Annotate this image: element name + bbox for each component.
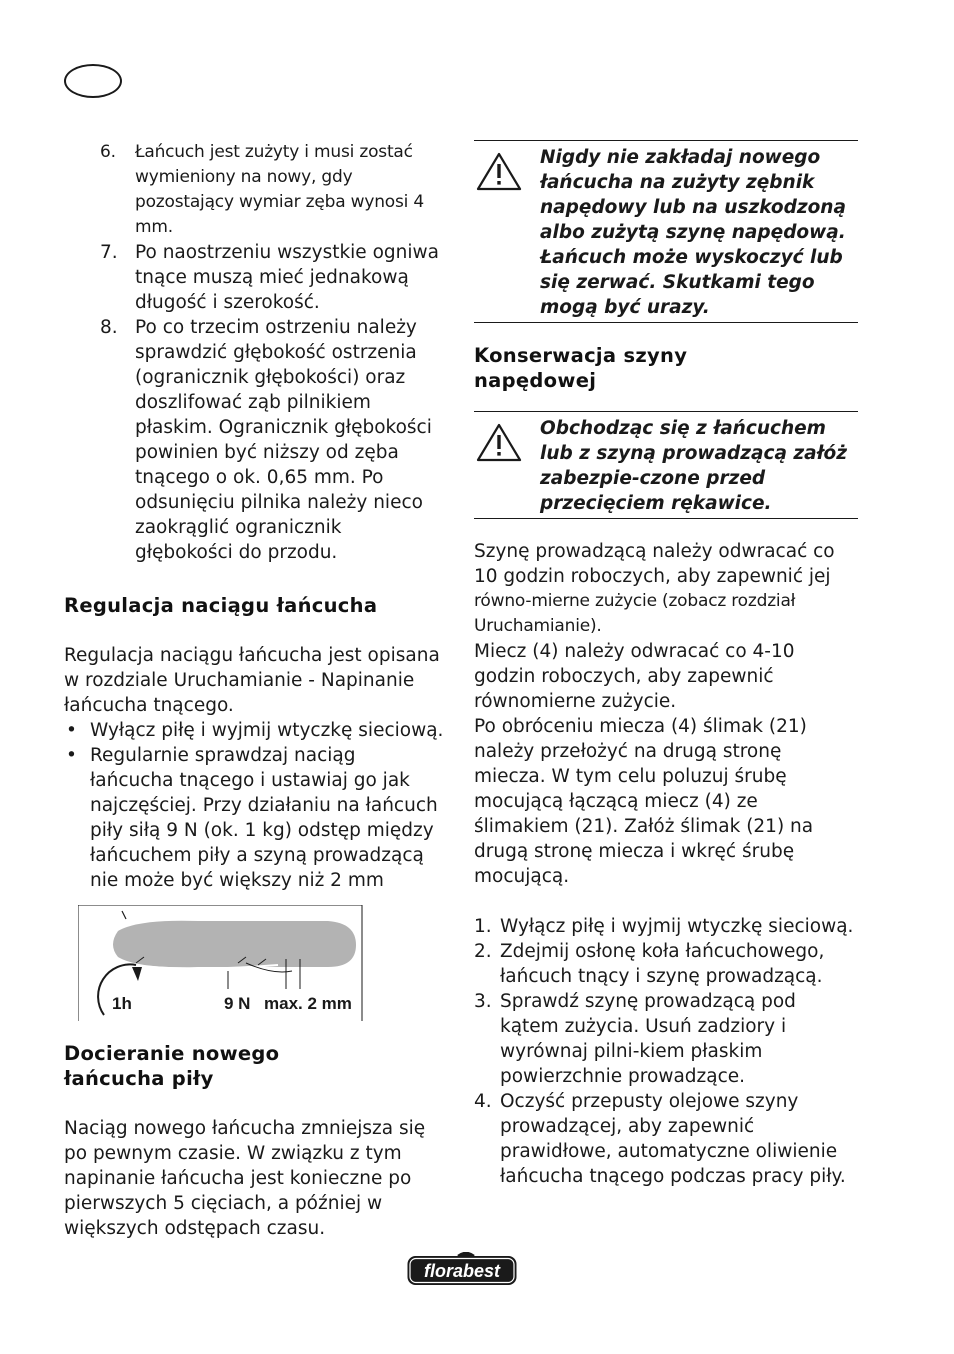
list-item bbox=[474, 1089, 858, 1189]
list-number: 4. bbox=[474, 1091, 492, 1112]
heading-line: Docieranie nowego bbox=[64, 1042, 280, 1065]
warning-box-chain bbox=[474, 140, 858, 323]
list-text: Oczyść przepusty olejowe szyny prowadzącej, aby zapewnić prawidłowe, automatyczne oliwienie łańcucha tnącego podczas pracy piły. bbox=[500, 1091, 846, 1187]
list-text: Po co trzecim ostrzeniu należy sprawdzić głębokość ostrzenia (ogranicznik głębokości) oraz doszlifować ząb pilnikiem płaskim. Ogranicznik głębokości powinien być niższy od zęba tnącego o ok. 0,65 mm. Po odsunięciu pilnika należy nieco zaokrąglić ogranicznik głębokości do przodu. bbox=[135, 317, 432, 563]
heading-line: łańcucha piły bbox=[64, 1067, 214, 1090]
list-text: Po naostrzeniu wszystkie ogniwa tnące muszą mieć jednakową długość i szerokość. bbox=[135, 242, 439, 313]
list-number: 3. bbox=[474, 991, 492, 1012]
chain-tension-figure bbox=[78, 905, 364, 1021]
label-9n: 9 N bbox=[224, 994, 251, 1013]
list-text: Wyłącz piłę i wyjmij wtyczkę sieciową. bbox=[500, 916, 854, 937]
warning-box-gloves bbox=[474, 411, 858, 519]
bullet-item: • Regularnie sprawdzaj naciąg łańcucha tnącego i ustawiaj go jak najczęściej. Przy działaniu na łańcuch piły siłą 9 N (ok. 1 kg) odstęp między łańcuchem piły a szyną prowadzącą nie może być większy niż 2 mm bbox=[66, 745, 438, 891]
warning-text: Obchodząc się z łańcuchem lub z szyną prowadzącą załóż zabezpie-czone przed przecięciem rękawice. bbox=[540, 418, 848, 514]
list-item bbox=[474, 914, 858, 939]
section-heading-chain-tension: Regulacja naciągu łańcucha bbox=[64, 594, 378, 617]
paragraph: Regulacja naciągu łańcucha jest opisana w rozdziale Uruchamianie - Napinanie łańcucha tnącego. bbox=[64, 645, 440, 716]
list-item bbox=[474, 989, 858, 1089]
section-heading-bar-maintenance bbox=[474, 343, 858, 393]
list-item bbox=[50, 140, 444, 240]
list-item bbox=[474, 939, 858, 989]
heading-line: napędowej bbox=[474, 369, 597, 392]
language-badge bbox=[64, 64, 122, 98]
paragraph: Po obróceniu miecza (4) ślimak (21) należy przełożyć na drugą stronę miecza. W tym celu poluzuj śrubę mocującą łączącą miecz (4) ze ślimakiem (21). Załóż ślimak (21) na drugą stronę miecza i wkręć śrubę mocującą. bbox=[474, 716, 814, 887]
list-number: 8. bbox=[100, 317, 118, 338]
list-number: 7. bbox=[100, 242, 118, 263]
right-column bbox=[474, 140, 858, 1189]
list-text: Łańcuch jest zużyty i musi zostać wymieniony na nowy, gdy pozostający wymiar zęba wynosi 4 mm. bbox=[135, 142, 424, 237]
list-number: 2. bbox=[474, 941, 492, 962]
bullet-list bbox=[64, 718, 444, 893]
florabest-logo bbox=[406, 1252, 518, 1288]
list-text: Zdejmij osłonę koła łańcuchowego, łańcuch tnący i szynę prowadzącą. bbox=[500, 941, 825, 987]
label-max: max. 2 mm bbox=[264, 994, 352, 1013]
bullet-text: Wyłącz piłę i wyjmij wtyczkę sieciową. bbox=[90, 720, 444, 741]
guide-bar-shape bbox=[113, 921, 356, 968]
bullet-text: Regularnie sprawdzaj naciąg łańcucha tnącego i ustawiaj go jak najczęściej. Przy działaniu na łańcuch piły siłą 9 N (ok. 1 kg) odstęp między łańcuchem piły a szyną prowadzącą nie może być większy niż 2 mm bbox=[90, 745, 438, 891]
bullet-item: • Wyłącz piłę i wyjmij wtyczkę sieciową. bbox=[66, 720, 444, 741]
warning-text: Nigdy nie zakładaj nowego łańcucha na zużyty zębnik napędowy lub na uszkodzoną albo zużytą szynę napędową. Łańcuch może wyskoczyć lub się zerwać. Skutkami tego mogą być urazy. bbox=[540, 147, 846, 318]
maintenance-steps-list bbox=[474, 914, 858, 1189]
list-number: 1. bbox=[474, 916, 492, 937]
list-number: 6. bbox=[100, 142, 116, 162]
svg-text:florabest: florabest bbox=[423, 1261, 501, 1281]
section-heading-break-in bbox=[64, 1041, 444, 1091]
left-column bbox=[64, 140, 444, 1241]
paragraph: Naciąg nowego łańcucha zmniejsza się po pewnym czasie. W związku z tym napinanie łańcucha jest konieczne po pierwszych 5 cięciach, a później w większych odstępach czasu. bbox=[64, 1118, 426, 1239]
list-text: Sprawdź szynę prowadzącą pod kątem zużycia. Usuń zadziory i wyrównaj pilni-kiem płaskim powierzchnie prowadzące. bbox=[500, 991, 796, 1087]
paragraph: równo-mierne zużycie (zobacz rozdział Uruchamianie). bbox=[474, 591, 796, 636]
list-item bbox=[50, 315, 444, 565]
list-item bbox=[50, 240, 444, 315]
force-arrow-icon bbox=[132, 967, 142, 981]
paragraph: Miecz (4) należy odwracać co 4-10 godzin roboczych, aby zapewnić równomierne zużycie. bbox=[474, 641, 795, 712]
heading-line: Konserwacja szyny bbox=[474, 344, 688, 367]
label-1h: 1h bbox=[112, 994, 132, 1013]
paragraph: Szynę prowadzącą należy odwracać co 10 godzin roboczych, aby zapewnić jej bbox=[474, 541, 835, 587]
sharpening-steps-list bbox=[50, 140, 444, 565]
warning-triangle-icon bbox=[476, 151, 522, 191]
warning-triangle-icon bbox=[476, 422, 522, 462]
